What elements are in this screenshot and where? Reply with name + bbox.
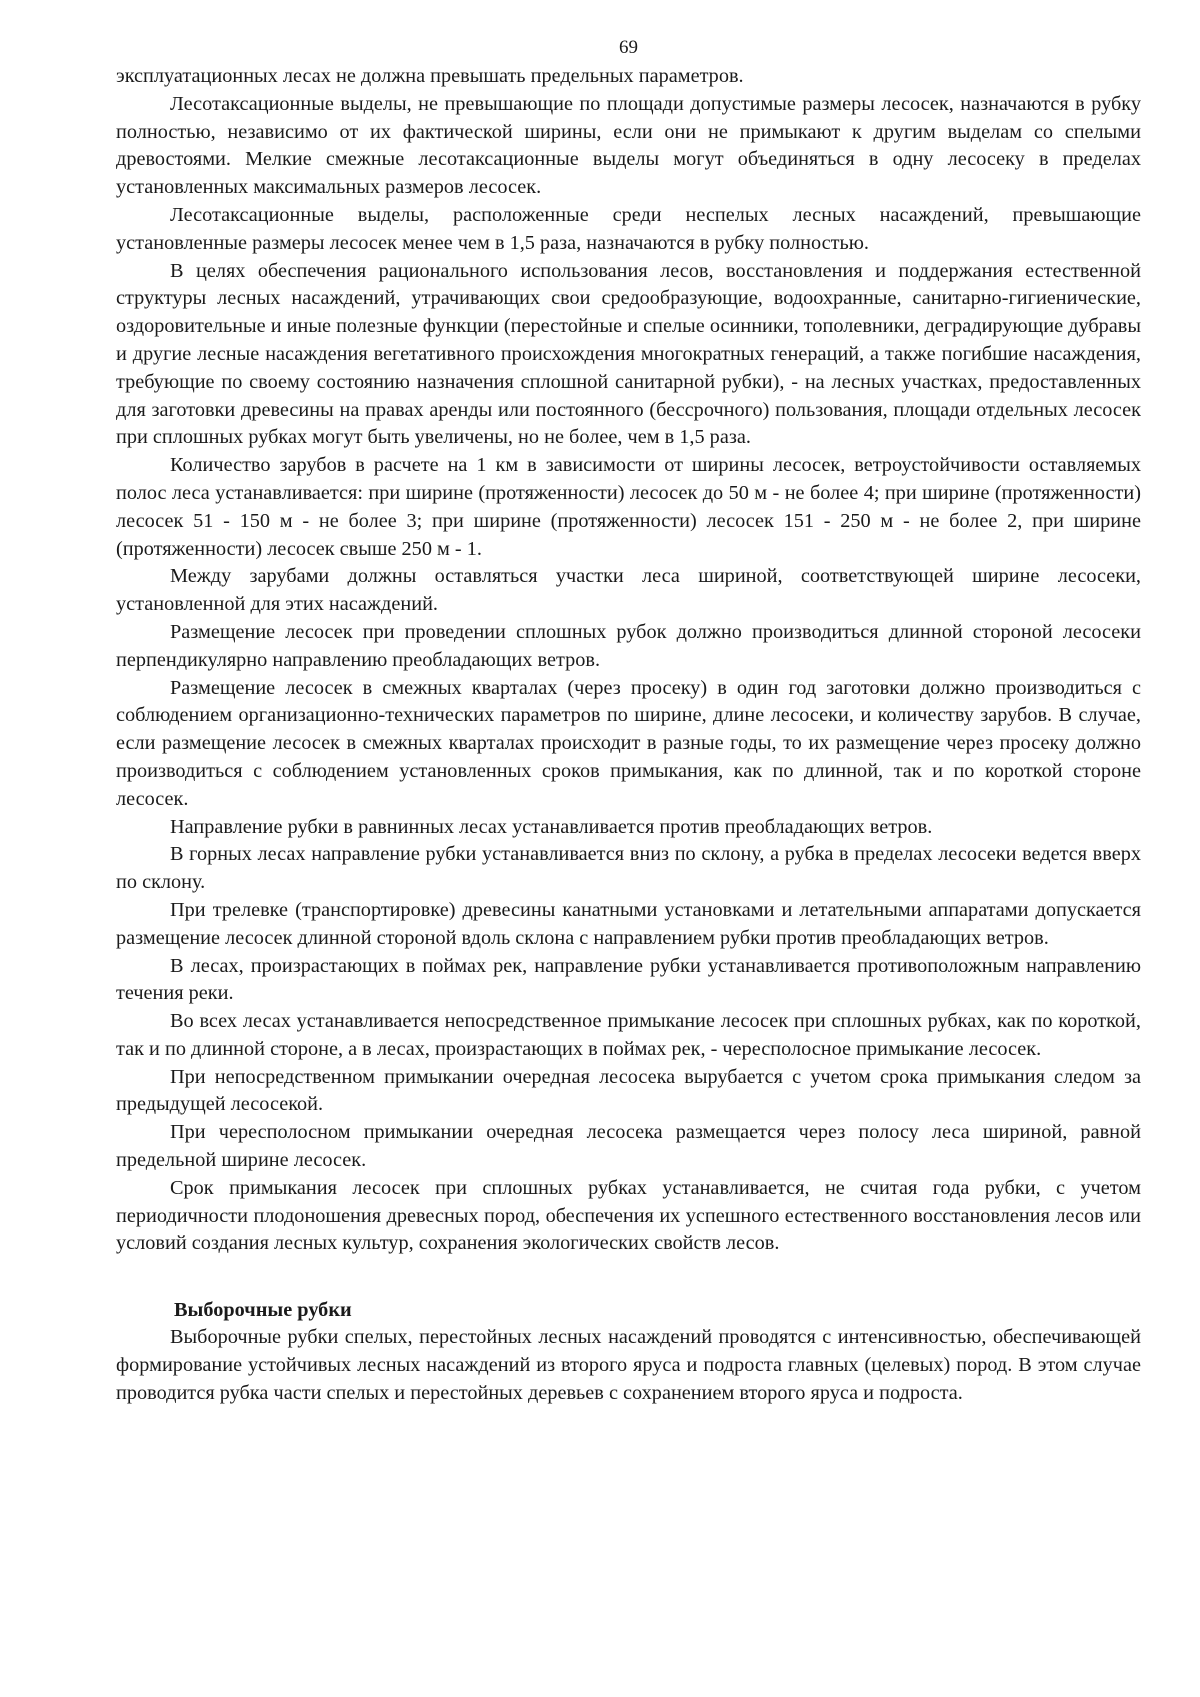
paragraph: В целях обеспечения рационального использования лесов, восстановления и поддержания естественной структуры лесных насаждений, утрачивающих свои средообразующие, водоохранные, санитарно-гигиенические, оздоровительные и иные полезные функции (перестойные и спелые осинники, тополевники, деградирующие дубравы и другие лесные насаждения вегетативного происхождения многократных генераций, а также погибшие насаждения, требующие по своему состоянию назначения сплошной санитарной рубки), - на лесных участках, предоставленных для заготовки древесины на правах аренды или постоянного (бессрочного) пользования, площади отдельных лесосек при сплошных рубках могут быть увеличены, но не более, чем в 1,5 раза. xyxy=(116,259,1141,449)
section-heading: Выборочные рубки xyxy=(174,1299,352,1322)
paragraph: Направление рубки в равнинных лесах устанавливается против преобладающих ветров. xyxy=(170,815,933,838)
document-page xyxy=(116,34,1141,1408)
paragraph: Лесотаксационные выделы, расположенные среди неспелых лесных насаждений, превышающие установленные размеры лесосек менее чем в 1,5 раза, назначаются в рубку полностью. xyxy=(116,203,1141,254)
paragraph: эксплуатационных лесах не должна превышать предельных параметров. xyxy=(116,65,744,87)
paragraph: Количество зарубов в расчете на 1 км в зависимости от ширины лесосек, ветроустойчивости оставляемых полос леса устанавливается: при ширине (протяженности) лесосек до 50 м - не более 4; при ширине (протяженности) лесосек 51 - 150 м - не более 3; при ширине (протяженности) лесосек 151 - 250 м - не более 2, при ширине (протяженности) лесосек свыше 250 м - 1. xyxy=(116,454,1141,560)
paragraph: Во всех лесах устанавливается непосредственное примыкание лесосек при сплошных рубках, как по короткой, так и по длинной стороне, а в лесах, произрастающих в поймах рек, - чересполосное примыкание лесосек. xyxy=(116,1010,1141,1060)
paragraph: Размещение лесосек при проведении сплошных рубок должно производиться длинной стороной лесосеки перпендикулярно направлению преобладающих ветров. xyxy=(116,620,1141,671)
paragraph: При чересполосном примыкании очередная лесосека размещается через полосу леса шириной, равной предельной ширине лесосек. xyxy=(116,1121,1141,1172)
page-number: 69 xyxy=(619,37,638,58)
paragraph: Размещение лесосек в смежных кварталах (через просеку) в один год заготовки должно производиться с соблюдением организационно-технических параметров по ширине, длине лесосеки, и количеству зарубов. В случае, если размещение лесосек в смежных кварталах происходит в разные годы, то их размещение через просеку должно производиться с соблюдением установленных сроков примыкания, как по длинной, так и по короткой стороне лесосек. xyxy=(116,676,1141,810)
paragraph: В горных лесах направление рубки устанавливается вниз по склону, а рубка в пределах лесосеки ведется вверх по склону. xyxy=(116,843,1141,894)
paragraph: При непосредственном примыкании очередная лесосека вырубается с учетом срока примыкания следом за предыдущей лесосекой. xyxy=(116,1065,1141,1116)
paragraph: Лесотаксационные выделы, не превышающие по площади допустимые размеры лесосек, назначаются в рубку полностью, независимо от их фактической ширины, если они не примыкают к другим выделам со спелыми древостоями. Мелкие смежные лесотаксационные выделы могут объединяться в одну лесосеку в пределах установленных максимальных размеров лесосек. xyxy=(116,92,1141,199)
paragraph: При трелевке (транспортировке) древесины канатными установками и летательными аппаратами допускается размещение лесосек длинной стороной вдоль склона с направлением рубки против преобладающих ветров. xyxy=(116,898,1141,949)
paragraph: В лесах, произрастающих в поймах рек, направление рубки устанавливается противоположным направлению течения реки. xyxy=(116,954,1141,1005)
paragraph: Срок примыкания лесосек при сплошных рубках устанавливается, не считая года рубки, с учетом периодичности плодоношения древесных пород, обеспечения их успешного естественного восстановления лесов или условий создания лесных культур, сохранения экологических свойств лесов. xyxy=(116,1176,1141,1255)
paragraph: Выборочные рубки спелых, перестойных лесных насаждений проводятся с интенсивностью, обеспечивающей формирование устойчивых лесных насаждений из второго яруса и подроста главных (целевых) пород. В этом случае проводится рубка части спелых и перестойных деревьев с сохранением второго яруса и подроста. xyxy=(116,1326,1141,1404)
paragraph: Между зарубами должны оставляться участки леса шириной, соответствующей ширине лесосеки, установленной для этих насаждений. xyxy=(116,565,1141,616)
